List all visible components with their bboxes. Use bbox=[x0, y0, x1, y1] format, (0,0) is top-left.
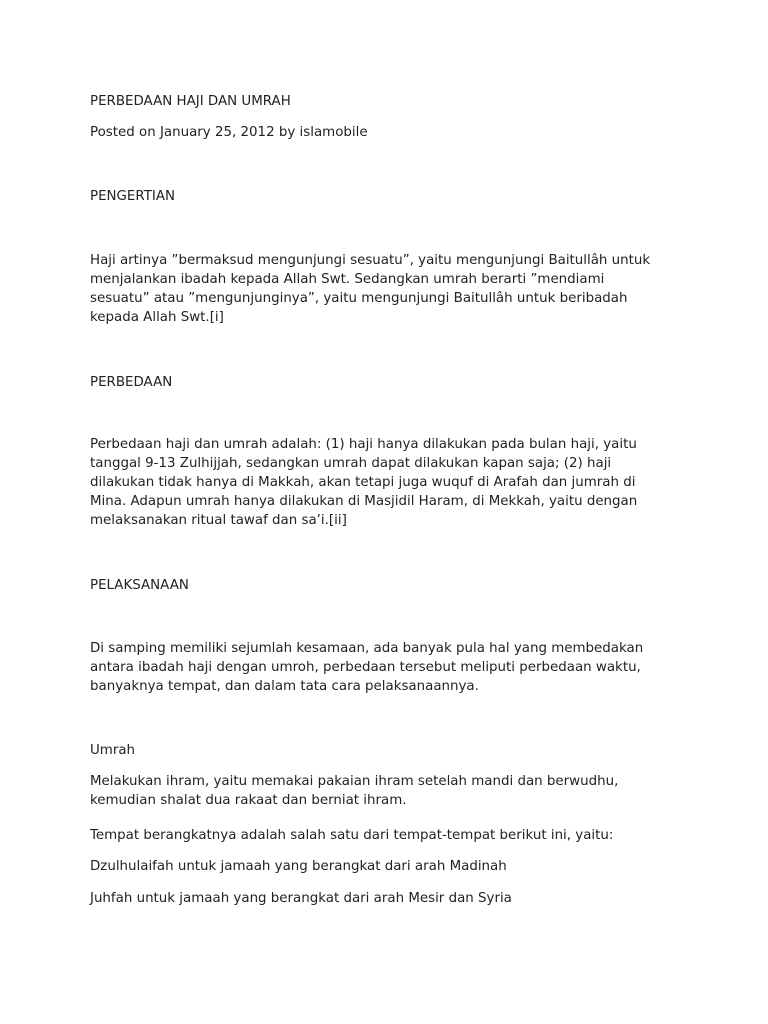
paragraph-tempat-dzulhulaifah: Dzulhulaifah untuk jamaah yang berangkat dari arah Madinah bbox=[90, 859, 507, 874]
paragraph-perbedaan: Perbedaan haji dan umrah adalah: (1) haji hanya dilakukan pada bulan haji, yaitu tanggal 9-13 Zulhijjah, sedangkan umrah dapat dilakukan kapan saja; (2) haji dilakukan tidak hanya di Makkah, akan tetapi juga wuquf di Arafah dan jumrah di Mina. Adapun umrah hanya dilakukan di Masjidil Haram, di Mekkah, yaitu dengan melaksanakan ritual tawaf dan sa’i.[ii] bbox=[90, 437, 638, 528]
post-meta: Posted on January 25, 2012 by islamobile bbox=[90, 125, 368, 140]
heading-pengertian: PENGERTIAN bbox=[90, 189, 176, 204]
document-title: PERBEDAAN HAJI DAN UMRAH bbox=[90, 94, 291, 109]
paragraph-pengertian: Haji artinya ”bermaksud mengunjungi sesuatu”, yaitu mengunjungi Baitullâh untuk menjalankan ibadah kepada Allah Swt. Sedangkan umrah berarti ”mendiami sesuatu” atau ”mengunjunginya”, yaitu mengunjungi Baitullâh untuk beribadah kepada Allah Swt.[i] bbox=[90, 253, 651, 325]
paragraph-umrah-ihram: Melakukan ihram, yaitu memakai pakaian ihram setelah mandi dan berwudhu, kemudian shalat dua rakaat dan berniat ihram. bbox=[90, 774, 619, 808]
heading-pelaksanaan: PELAKSANAAN bbox=[90, 578, 189, 593]
heading-perbedaan: PERBEDAAN bbox=[90, 375, 173, 390]
heading-umrah: Umrah bbox=[90, 743, 136, 758]
paragraph-tempat-juhfah: Juhfah untuk jamaah yang berangkat dari arah Mesir dan Syria bbox=[90, 891, 512, 906]
paragraph-tempat-intro: Tempat berangkatnya adalah salah satu dari tempat-tempat berikut ini, yaitu: bbox=[90, 828, 614, 843]
paragraph-pelaksanaan: Di samping memiliki sejumlah kesamaan, ada banyak pula hal yang membedakan antara ibadah haji dengan umroh, perbedaan tersebut meliputi perbedaan waktu, banyaknya tempat, dan dalam tata cara pelaksanaannya. bbox=[90, 641, 644, 694]
